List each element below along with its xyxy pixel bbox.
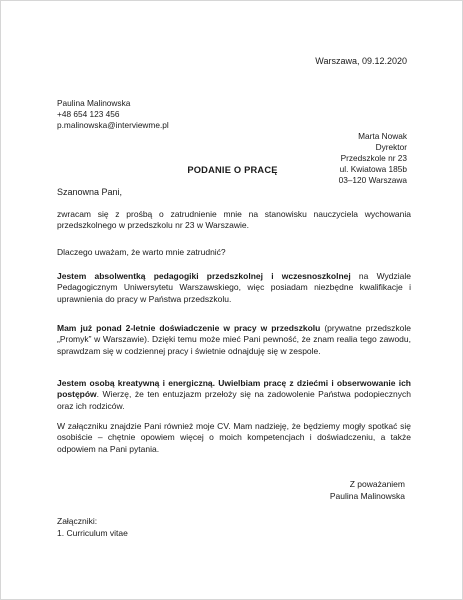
closing-block — [330, 478, 405, 502]
sender-block — [57, 98, 169, 132]
recipient-name: Marta Nowak — [358, 131, 407, 141]
signature-name: Paulina Malinowska — [329, 491, 405, 501]
paragraph-personality-highlight: Jestem osobą kreatywną i energiczną. Uwielbiam pracę z dziećmi i obserwowanie ich postępów — [57, 378, 411, 400]
attachment-item: 1. Curriculum vitae — [57, 528, 128, 538]
attachments-block — [57, 515, 128, 539]
paragraph-experience — [57, 323, 411, 357]
paragraph-question: Dlaczego uważam, że warto mnie zatrudnić? — [57, 247, 226, 257]
recipient-city: 03–120 Warszawa — [338, 175, 407, 185]
closing-phrase: Z poważaniem — [349, 479, 405, 489]
sender-name: Paulina Malinowska — [57, 98, 131, 108]
paragraph-education — [57, 271, 411, 305]
paragraph-personality — [57, 378, 411, 412]
paragraph-experience-text: (prywatne przedszkole „Promyk” w Warszawie). Dzięki temu może mieć Pani pewność, że znam realia tego zawodu, sprawdzam się w codziennej pracy i świetnie odnajduję się w zespole. — [57, 323, 411, 356]
paragraph-experience-highlight: Mam już ponad 2-letnie doświadczenie w pracy w przedszkolu — [57, 323, 321, 333]
paragraph-education-highlight: Jestem absolwentką pedagogiki przedszkolnej i wczesnoszkolnej — [57, 271, 351, 281]
paragraph-personality-text: . Wierzę, że ten entuzjazm przełoży się na zadowolenie Państwa podopiecznych oraz ich rodziców. — [57, 389, 411, 411]
recipient-institution: Przedszkole nr 23 — [340, 153, 407, 163]
letter-title: PODANIE O PRACĘ — [187, 165, 278, 175]
sender-email: p.malinowska@interviewme.pl — [57, 120, 169, 131]
attachments-label: Załączniki: — [57, 516, 98, 526]
letter-date: Warszawa, 09.12.2020 — [315, 56, 407, 66]
recipient-street: ul. Kwiatowa 185b — [339, 164, 407, 174]
paragraph-attachment-note: W załączniku znajdzie Pani również moje CV. Mam nadzieję, że będziemy mogły spotkać się osobiście – chętnie opowiem więcej o moich kompetencjach i doświadczeniu, a także odpowiem na Pani pytania. — [57, 421, 411, 454]
paragraph-education-text: na Wydziale Pedagogicznym Uniwersytetu Warszawskiego, więc posiadam niezbędne kwalifikacje i uprawnienia do pracy w Państwa przedszkolu. — [57, 271, 411, 304]
recipient-position: Dyrektor — [375, 142, 407, 152]
paragraph-request: zwracam się z prośbą o zatrudnienie mnie na stanowisku nauczyciela wychowania przedszkolnego w przedszkolu nr 23 w Warszawie. — [57, 209, 411, 231]
recipient-block — [339, 131, 407, 186]
letter-greeting: Szanowna Pani, — [57, 187, 123, 197]
sender-phone: +48 654 123 456 — [57, 109, 120, 120]
